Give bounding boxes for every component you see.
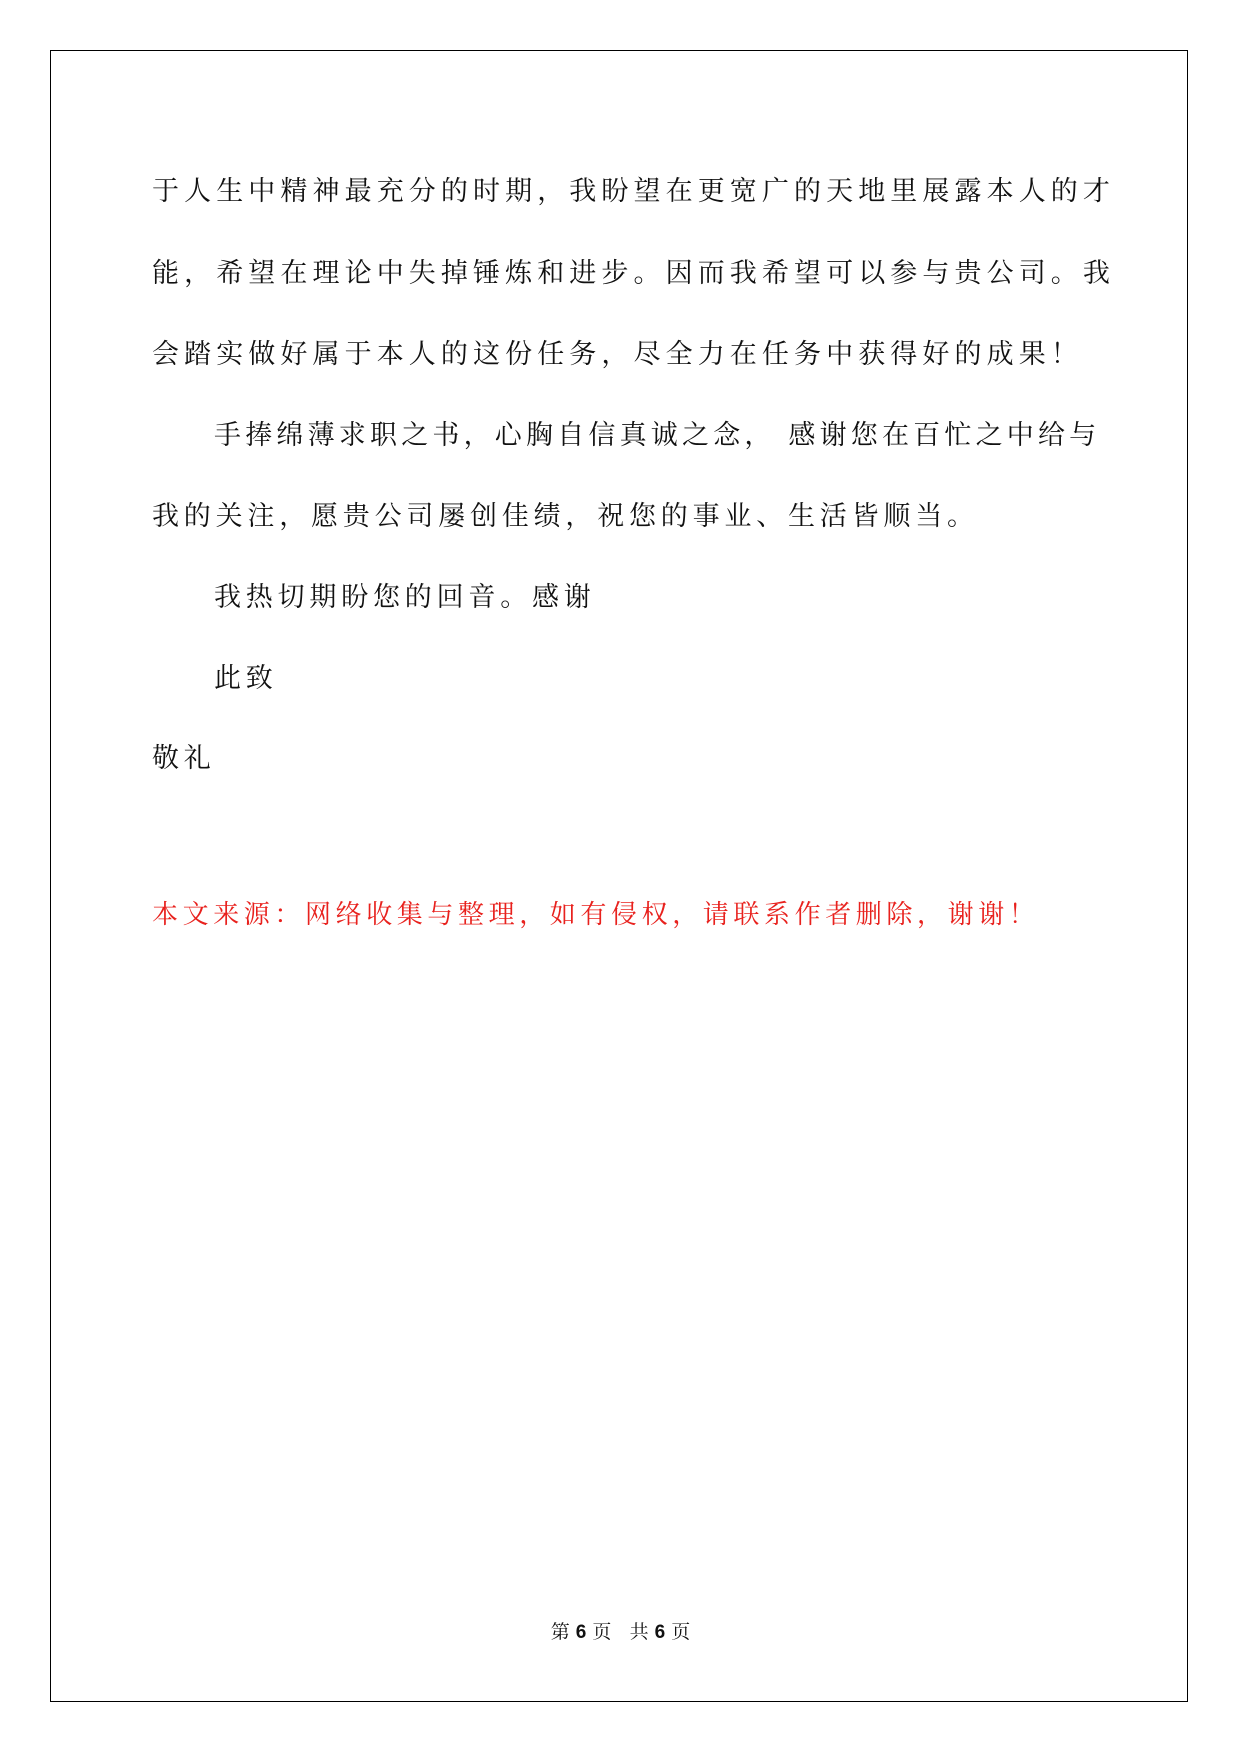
source-disclaimer: 本文来源：网络收集与整理，如有侵权，请联系作者删除，谢谢！: [152, 900, 1040, 930]
closing-salutation: 此致: [214, 663, 278, 694]
page-frame: [50, 50, 1188, 1702]
body-line: 会踏实做好属于本人的这份任务，尽全力在任务中获得好的成果！: [152, 339, 1083, 370]
current-page-number: 6: [575, 1622, 587, 1643]
closing-regards: 敬礼: [152, 743, 216, 774]
body-line: 我热切期盼您的回音。感谢: [214, 582, 596, 613]
footer-total-unit: 页: [671, 1621, 691, 1643]
page-footer: [0, 1620, 1241, 1645]
footer-page-unit: 页: [592, 1621, 612, 1643]
footer-prefix: 第: [550, 1621, 570, 1643]
body-line: 能，希望在理论中失掉锤炼和进步。因而我希望可以参与贵公司。我: [152, 258, 1115, 289]
body-line: 于人生中精神最充分的时期，我盼望在更宽广的天地里展露本人的才: [152, 176, 1115, 207]
body-line: 我的关注，愿贵公司屡创佳绩，祝您的事业、生活皆顺当。: [152, 501, 979, 532]
total-page-number: 6: [654, 1622, 666, 1643]
footer-total-prefix: 共: [629, 1621, 649, 1643]
body-line: 手捧绵薄求职之书，心胸自信真诚之念， 感谢您在百忙之中给与: [214, 420, 1101, 451]
